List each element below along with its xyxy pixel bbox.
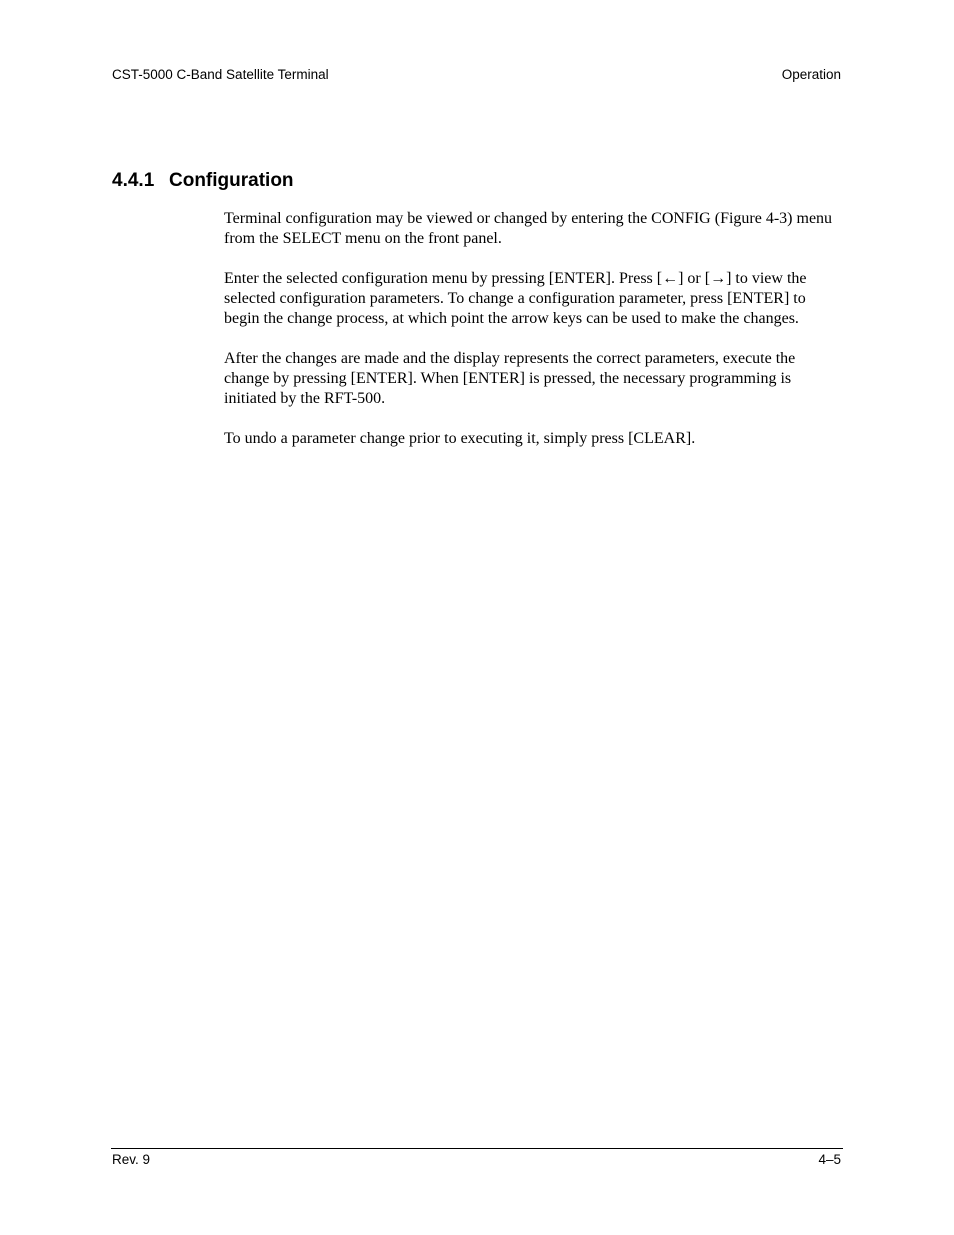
footer-page-number: 4–5 [818,1152,841,1167]
section-number: 4.4.1 [112,170,155,191]
running-header-title: CST-5000 C-Band Satellite Terminal [112,67,329,82]
section-body [224,209,844,469]
footer-revision: Rev. 9 [112,1152,151,1167]
paragraph-enter-menu: Enter the selected configuration menu by pressing [ENTER]. Press [←] or [→] to view the selected configuration parameters. To change a configuration parameter, press [ENTER] to begin the change process, at which point the arrow keys can be used to make the changes. [224,270,807,327]
running-header-chapter: Operation [781,67,841,82]
section-heading [112,170,294,192]
paragraph-execute-change: After the changes are made and the display represents the correct parameters, execute the change by pressing [ENTER]. When [ENTER] is pressed, the necessary programming is initiated by the RFT-500. [224,350,796,407]
paragraph-config-intro: Terminal configuration may be viewed or changed by entering the CONFIG (Figure 4-3) menu from the SELECT menu on the front panel. [224,210,833,247]
section-title: Configuration [169,170,294,191]
footer-divider [111,1148,843,1149]
paragraph-undo-change: To undo a parameter change prior to executing it, simply press [CLEAR]. [224,430,696,447]
